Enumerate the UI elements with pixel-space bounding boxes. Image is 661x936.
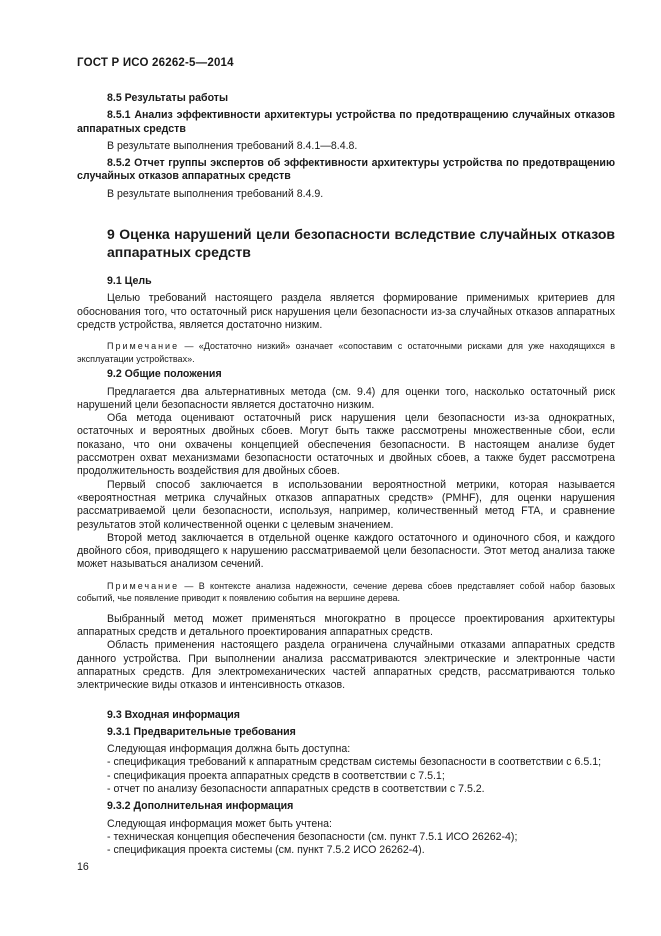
section-8-5-heading: 8.5 Результаты работы bbox=[107, 92, 229, 104]
list-item: - техническая концепция обеспечения безопасности (см. пункт 7.5.1 ИСО 26262-4); bbox=[107, 830, 518, 843]
list-item: - спецификация проекта системы (см. пункт 7.5.2 ИСО 26262-4). bbox=[107, 844, 425, 857]
note-1-label: Примечание bbox=[107, 341, 180, 352]
list-item: - спецификация требований к аппаратным средствам системы безопасности в соответствии с 6.5.1; bbox=[107, 756, 602, 769]
list-item: - спецификация проекта аппаратных средств в соответствии с 7.5.1; bbox=[107, 769, 445, 782]
section-9-3-2-heading: 9.3.2 Дополнительная информация bbox=[107, 800, 294, 813]
note-2-label: Примечание bbox=[107, 580, 180, 591]
note-1 bbox=[77, 340, 615, 365]
section-9-3-heading: 9.3 Входная информация bbox=[107, 708, 240, 721]
section-9-1-text: Целью требований настоящего раздела является формирование применимых критериев для обоснования того, что остаточный риск нарушения цели безопасности из-за случайных отказов аппаратных средств устройства, является достаточно низким. bbox=[77, 292, 615, 331]
page-content bbox=[77, 92, 615, 857]
section-9-2-heading: 9.2 Общие положения bbox=[107, 368, 222, 381]
section-9-3-1-heading: 9.3.1 Предварительные требования bbox=[107, 725, 296, 738]
note-1-text: — «Достаточно низкий» означает «сопоставим с остаточными рисками для уже находящихся в эксплуатации устройствах». bbox=[77, 341, 615, 364]
section-8-5-1-text: В результате выполнения требований 8.4.1—8.4.8. bbox=[107, 139, 358, 152]
section-8-5-1-title: 8.5.1 Анализ эффективности архитектуры устройства по предотвращению случайных отказов аппаратных средств bbox=[77, 109, 615, 135]
section-9-2-paragraph-5: Выбранный метод может применяться многократно в процессе проектирования архитектуры аппаратных средств и детального проектирования аппаратных средств. bbox=[77, 612, 615, 639]
section-9-2-paragraph-2: Оба метода оценивают остаточный риск нарушения цели безопасности из-за однократных, остаточных и вероятных двойных сбоев. Могут быть также рассмотрены множественные сбои, если показано, что они охвачены концепцией обеспечения безопасности. В настоящем анализе будет рассмотрен охват механизмами безопасности остаточных и двойных сбоев, а также будет рассмотрена продолжительность воздействия для двойных сбоев. bbox=[77, 412, 615, 478]
section-8-5-2-title: 8.5.2 Отчет группы экспертов об эффективности архитектуры устройства по предотвращению случайных отказов аппаратных средств bbox=[77, 157, 615, 183]
section-9-2-paragraph-6: Область применения настоящего раздела ограничена случайными отказами аппаратных средств данного устройства. При выполнении анализа рассматриваются электрические и электронные части аппаратных средств. Для электромеханических частей аппаратных средств, рассматриваются только электрические виды отказов и интенсивность отказов. bbox=[77, 639, 615, 692]
document-code-header: ГОСТ Р ИСО 26262-5—2014 bbox=[77, 57, 234, 69]
section-9-2-paragraph-3: Первый способ заключается в использовании вероятностной метрики, которая называется «вероятностная метрика случайных отказов аппаратных средств» (PMHF), для оценки нарушения рассматриваемой цели безопасности, используя, например, количественный метод FTA, и сравнение результатов этой количественной оценки с целевым значением. bbox=[77, 478, 615, 531]
page-number: 16 bbox=[77, 861, 89, 873]
section-9-title: 9 Оценка нарушений цели безопасности вследствие случайных отказов аппаратных средств bbox=[107, 226, 615, 261]
section-9-3-2-intro: Следующая информация может быть учтена: bbox=[107, 817, 332, 830]
note-2-text: — В контексте анализа надежности, сечение дерева сбоев представляет собой набор базовых событий, чье появление приводит к появлению события на вершине дерева. bbox=[77, 580, 615, 604]
note-2 bbox=[77, 580, 615, 605]
section-9-2-paragraph-1: Предлагается два альтернативных метода (см. 9.4) для оценки того, насколько остаточный риск нарушений цели безопасности является достаточно низким. bbox=[77, 385, 615, 411]
section-9-1-heading: 9.1 Цель bbox=[107, 275, 152, 288]
list-item: - отчет по анализу безопасности аппаратных средств в соответствии с 7.5.2. bbox=[107, 782, 485, 795]
section-8-5-2-text: В результате выполнения требований 8.4.9. bbox=[107, 187, 324, 200]
section-9-3-1-intro: Следующая информация должна быть доступна: bbox=[107, 743, 351, 756]
section-9-2-paragraph-4: Второй метод заключается в отдельной оценке каждого остаточного и одиночного сбоя, и каждого двойного сбоя, приводящего к нарушению рассматриваемой цели безопасности. Этот метод анализа также может называться анализом сечений. bbox=[77, 531, 615, 571]
